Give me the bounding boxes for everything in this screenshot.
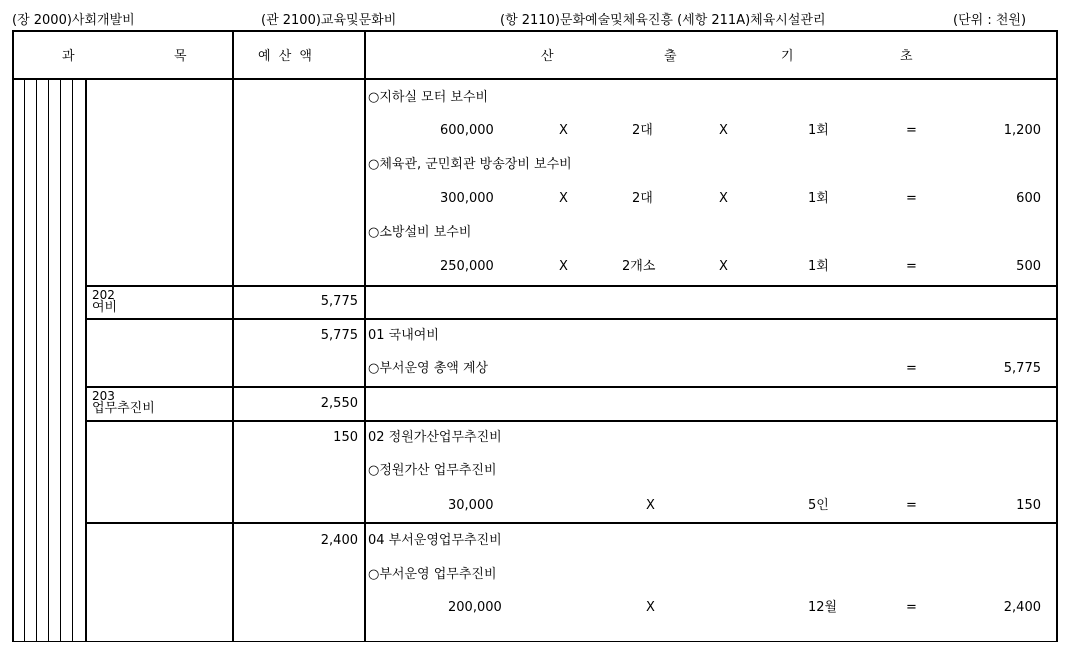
sub-item-title: 02 정원가산업무추진비 (368, 430, 502, 445)
multiply-sign: X (719, 191, 728, 206)
item-title: ○지하실 모터 보수비 (368, 90, 489, 105)
item-title: ○소방설비 보수비 (368, 225, 472, 240)
account-code: 202 (92, 288, 115, 302)
table-right-border (1056, 30, 1058, 642)
column-budget: 예 산 액 (258, 49, 314, 64)
column-gwamok-right: 목 (174, 49, 187, 64)
quantity: 2대 (632, 191, 653, 206)
row-divider (85, 318, 1058, 320)
times: 1회 (808, 191, 829, 206)
account-budget: 2,550 (320, 396, 358, 411)
gwan-label: (관 2100)교육및문화비 (261, 13, 397, 28)
hierarchy-line (72, 80, 73, 642)
equals-sign: = (906, 123, 917, 138)
times: 1회 (808, 259, 829, 274)
unit-label: (단위 : 천원) (953, 13, 1027, 28)
unit-price: 30,000 (448, 498, 494, 513)
header-bottom-border (12, 78, 1058, 80)
item-title: ○부서운영 총액 계상 (368, 361, 489, 376)
account-budget: 5,775 (320, 294, 358, 309)
equals-sign: = (906, 191, 917, 206)
multiply-sign: X (646, 600, 655, 615)
column-calc-1: 산 (541, 49, 554, 64)
hierarchy-line (24, 80, 25, 642)
item-total: 1,200 (1003, 123, 1041, 138)
hierarchy-line (85, 80, 87, 642)
item-title: ○부서운영 업무추진비 (368, 567, 497, 582)
item-title: ○정원가산 업무추진비 (368, 463, 497, 478)
jang-label: (장 2000)사회개발비 (12, 13, 135, 28)
multiply-sign: X (719, 123, 728, 138)
hang-label: (항 2110)문화예술및체육진흥 (세항 211A)체육시설관리 (500, 13, 826, 28)
column-calc-3: 기 (781, 49, 794, 64)
item-total: 600 (1016, 191, 1041, 206)
account-name: 업무추진비 (92, 401, 155, 416)
multiply-sign: X (559, 123, 568, 138)
unit-price: 600,000 (440, 123, 494, 138)
row-divider (85, 420, 1058, 422)
unit-price: 200,000 (448, 600, 502, 615)
equals-sign: = (906, 498, 917, 513)
quantity: 12월 (808, 600, 838, 615)
hierarchy-line (60, 80, 61, 642)
row-divider (85, 386, 1058, 388)
sub-budget: 2,400 (320, 533, 358, 548)
sub-item-title: 01 국내여비 (368, 328, 439, 343)
row-divider (85, 285, 1058, 287)
item-total: 500 (1016, 259, 1041, 274)
equals-sign: = (906, 259, 917, 274)
quantity: 2개소 (622, 259, 656, 274)
sub-budget: 5,775 (320, 328, 358, 343)
column-calc-4: 초 (900, 49, 913, 64)
account-name: 여비 (92, 300, 118, 315)
times: 1회 (808, 123, 829, 138)
multiply-sign: X (719, 259, 728, 274)
item-total: 2,400 (1003, 600, 1041, 615)
quantity: 2대 (632, 123, 653, 138)
column-gwamok-left: 과 (62, 49, 75, 64)
unit-price: 250,000 (440, 259, 494, 274)
item-total: 150 (1016, 498, 1041, 513)
item-title: ○체육관, 군민회관 방송장비 보수비 (368, 157, 572, 172)
column-calc-2: 출 (664, 49, 677, 64)
budget-column-border (232, 30, 234, 642)
item-total: 5,775 (1003, 361, 1041, 376)
multiply-sign: X (559, 259, 568, 274)
calc-column-border (364, 30, 366, 642)
quantity: 5인 (808, 498, 829, 513)
row-divider (85, 522, 1058, 524)
sub-item-title: 04 부서운영업무추진비 (368, 533, 502, 548)
hierarchy-line (36, 80, 37, 642)
table-left-border (12, 30, 14, 642)
account-code: 203 (92, 389, 115, 403)
unit-price: 300,000 (440, 191, 494, 206)
table-top-border (12, 30, 1058, 32)
sub-budget: 150 (333, 430, 358, 445)
equals-sign: = (906, 600, 917, 615)
multiply-sign: X (559, 191, 568, 206)
table-bottom-border (12, 641, 1058, 642)
multiply-sign: X (646, 498, 655, 513)
hierarchy-line (48, 80, 49, 642)
equals-sign: = (906, 361, 917, 376)
